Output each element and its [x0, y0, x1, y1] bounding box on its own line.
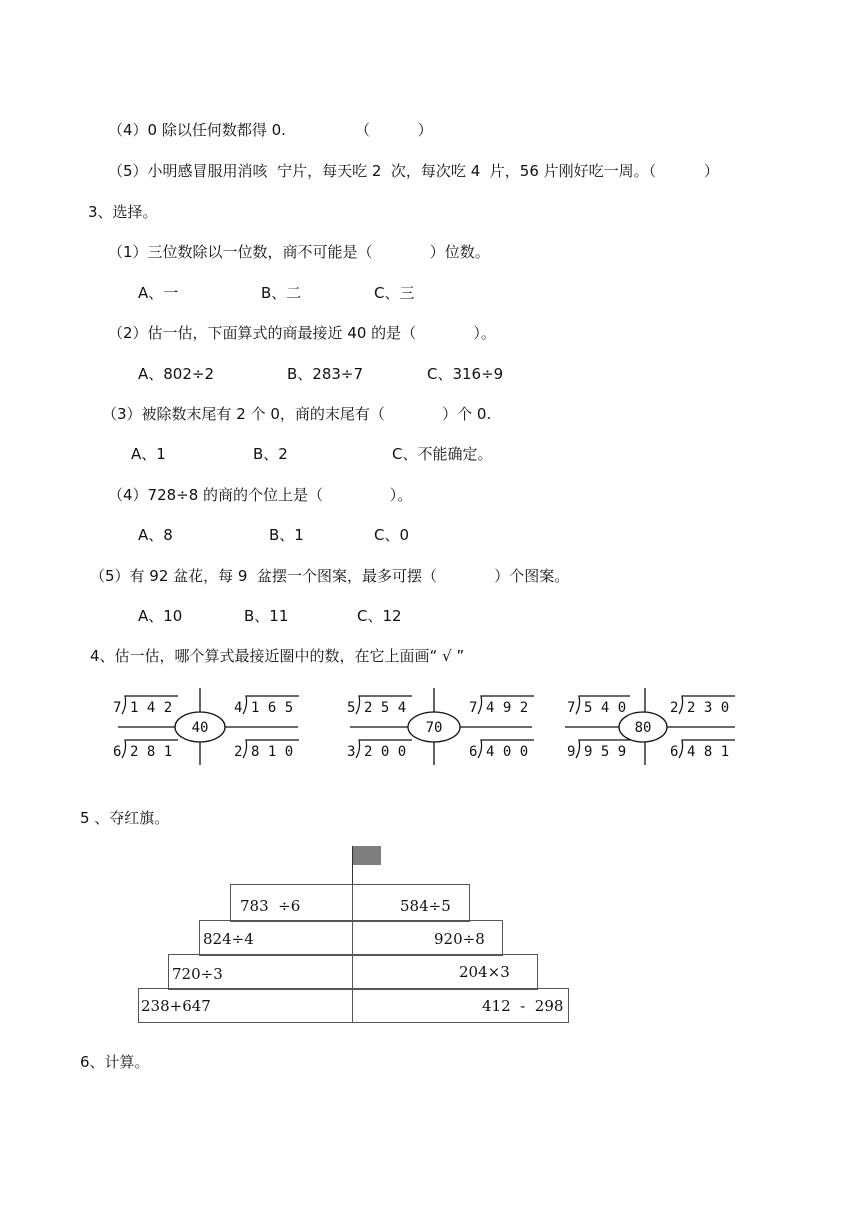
dividend[interactable]: 4 9 2 — [486, 700, 529, 716]
estimate-groups — [0, 684, 860, 774]
tf-question-4: （4）0 除以任何数都得 0. — [108, 121, 286, 139]
dividend[interactable]: 2 3 0 — [687, 700, 730, 716]
choice-option-5b[interactable]: B、11 — [244, 607, 289, 625]
target-number-80: 80 — [634, 720, 652, 736]
red-flag-icon — [353, 846, 381, 865]
section-3-title: 3、选择。 — [88, 203, 158, 221]
dividend[interactable]: 5 4 0 — [584, 700, 627, 716]
choice-option-4a[interactable]: A、8 — [138, 526, 173, 544]
tf-answer-paren-4[interactable]: （ ） — [355, 121, 433, 139]
dividend[interactable]: 4 0 0 — [486, 744, 529, 760]
choice-option-4c[interactable]: C、0 — [374, 526, 410, 544]
divisor: 2 — [234, 744, 243, 760]
dividend[interactable]: 2 8 1 — [130, 744, 173, 760]
divisor: 9 — [567, 744, 576, 760]
target-number-40: 40 — [191, 720, 209, 736]
choice-question-3: （3）被除数末尾有 2 个 0，商的末尾有（ ）个 0. — [102, 405, 492, 423]
pyramid-cell-right-3[interactable]: 204×3 — [459, 963, 510, 981]
dividend[interactable]: 1 6 5 — [251, 700, 294, 716]
dividend[interactable]: 4 8 1 — [687, 744, 730, 760]
estimate-group-2 — [347, 688, 534, 765]
choice-option-2c[interactable]: C、316÷9 — [427, 365, 504, 383]
choice-question-5: （5）有 92 盆花，每 9 盆摆一个图案，最多可摆（ ）个图案。 — [90, 567, 570, 585]
choice-option-1a[interactable]: A、一 — [138, 284, 179, 302]
section-4-title: 4、估一估，哪个算式最接近圈中的数，在它上面画“ √ ” — [90, 647, 465, 665]
divisor: 6 — [670, 744, 679, 760]
estimate-group-3 — [565, 688, 735, 765]
section-5-title: 5 、夺红旗。 — [80, 809, 170, 827]
pyramid-center-line — [352, 884, 353, 1023]
divisor: 6 — [469, 744, 478, 760]
pyramid-cell-left-1[interactable]: 783 ÷6 — [240, 897, 301, 915]
section-6-title: 6、计算。 — [80, 1053, 150, 1071]
pyramid-cell-right-2[interactable]: 920÷8 — [434, 930, 485, 948]
choice-option-3b[interactable]: B、2 — [253, 445, 288, 463]
divisor: 5 — [347, 700, 356, 716]
choice-option-3a[interactable]: A、1 — [131, 445, 166, 463]
choice-option-1b[interactable]: B、二 — [261, 284, 302, 302]
divisor: 2 — [670, 700, 679, 716]
dividend[interactable]: 1 4 2 — [130, 700, 173, 716]
target-number-70: 70 — [425, 720, 443, 736]
choice-option-3c[interactable]: C、不能确定。 — [392, 445, 493, 463]
dividend[interactable]: 2 0 0 — [364, 744, 407, 760]
choice-option-5c[interactable]: C、12 — [357, 607, 402, 625]
tf-question-5: （5）小明感冒服用消咳 宁片，每天吃 2 次，每次吃 4 片，56 片刚好吃一周。（ ） — [108, 162, 719, 180]
estimate-group-1 — [113, 688, 299, 765]
divisor: 4 — [234, 700, 243, 716]
choice-question-2: （2）估一估，下面算式的商最接近 40 的是（ ）。 — [108, 324, 496, 342]
choice-question-4: （4）728÷8 的商的个位上是（ ）。 — [108, 486, 413, 504]
pyramid-cell-left-2[interactable]: 824÷4 — [203, 930, 254, 948]
choice-option-2b[interactable]: B、283÷7 — [287, 365, 364, 383]
divisor: 7 — [567, 700, 576, 716]
choice-option-1c[interactable]: C、三 — [374, 284, 415, 302]
choice-option-5a[interactable]: A、10 — [138, 607, 183, 625]
choice-option-4b[interactable]: B、1 — [269, 526, 304, 544]
dividend[interactable]: 8 1 0 — [251, 744, 294, 760]
choice-option-2a[interactable]: A、802÷2 — [138, 365, 215, 383]
dividend[interactable]: 9 5 9 — [584, 744, 627, 760]
divisor: 7 — [113, 700, 122, 716]
pyramid-cell-left-4[interactable]: 238+647 — [141, 997, 211, 1015]
pyramid-cell-right-1[interactable]: 584÷5 — [400, 897, 451, 915]
divisor: 3 — [347, 744, 356, 760]
divisor: 7 — [469, 700, 478, 716]
divisor: 6 — [113, 744, 122, 760]
pyramid-cell-right-4[interactable]: 412 - 298 — [482, 997, 564, 1015]
pyramid-cell-left-3[interactable]: 720÷3 — [172, 965, 223, 983]
flag-pole — [352, 846, 353, 884]
choice-question-1: （1）三位数除以一位数，商不可能是（ ）位数。 — [108, 243, 490, 261]
dividend[interactable]: 2 5 4 — [364, 700, 407, 716]
